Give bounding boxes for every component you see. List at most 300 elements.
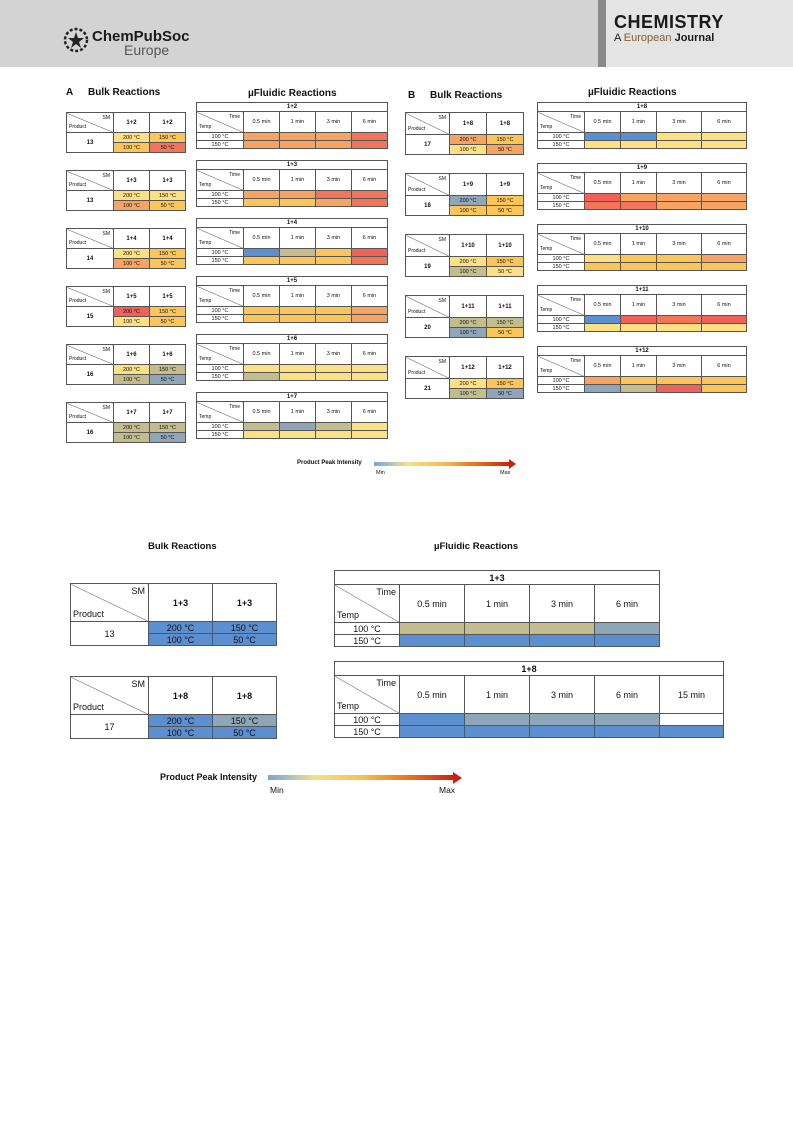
- time-label: Time: [376, 678, 396, 688]
- bulk-reaction-header: 1+11: [450, 296, 487, 318]
- fluidic-cell: [244, 191, 280, 199]
- bulk-table: [70, 676, 277, 739]
- fluidic-cell: [352, 365, 388, 373]
- time-header: 1 min: [280, 402, 316, 423]
- fluidic-table: [537, 285, 747, 332]
- bulk-product-cell: 20: [406, 318, 450, 338]
- bulk-reaction-header: 1+9: [487, 174, 524, 196]
- bulk-cell: 200 °C: [450, 196, 487, 206]
- time-label: Time: [570, 114, 581, 120]
- bulk-cell: 100 °C: [450, 145, 487, 155]
- fluidic-cell: [702, 141, 747, 149]
- fluidic-cell: [352, 191, 388, 199]
- bulk-cell: 100 °C: [450, 389, 487, 399]
- bulk-cell: 50 °C: [150, 201, 186, 211]
- fluidic-cell: [400, 623, 465, 635]
- bulk-cell: 150 °C: [487, 196, 524, 206]
- time-header: 6 min: [702, 112, 747, 133]
- time-header: 6 min: [595, 676, 660, 714]
- bulk-product-cell: 16: [67, 423, 114, 443]
- fluidic-cell: [244, 431, 280, 439]
- time-label: Time: [570, 236, 581, 242]
- fluidic-cell: [621, 263, 657, 271]
- fluidic-cell: [585, 194, 621, 202]
- fluidic-cell: [280, 431, 316, 439]
- journal-box-accent: [598, 0, 606, 67]
- bulk-reaction-header: 1+6: [150, 345, 186, 365]
- bulk-cell: 150 °C: [487, 135, 524, 145]
- bulk-reaction-header: 1+8: [450, 113, 487, 135]
- bulk-cell: 200 °C: [450, 318, 487, 328]
- time-header: 3 min: [530, 585, 595, 623]
- temp-row-label: 100 °C: [197, 423, 244, 431]
- bulk-cell: 200 °C: [114, 307, 150, 317]
- fluidic-cell: [280, 191, 316, 199]
- fluidic-cell: [316, 423, 352, 431]
- time-header: 1 min: [621, 173, 657, 194]
- fluidic-table: [196, 392, 388, 439]
- legend-title-lower: Product Peak Intensity: [160, 772, 258, 782]
- sm-label: SM: [102, 347, 110, 353]
- time-label: Time: [570, 358, 581, 364]
- bulk-reaction-header: 1+9: [450, 174, 487, 196]
- legend-min-lower: Min: [270, 785, 284, 795]
- fluidic-reaction-title: 1+5: [197, 277, 388, 286]
- time-header: 0.5 min: [244, 344, 280, 365]
- fluidic-corner-cell: [197, 112, 244, 133]
- bulk-corner-cell: [406, 357, 450, 379]
- fluidic-cell: [585, 263, 621, 271]
- bulk-cell: 100 °C: [114, 317, 150, 327]
- time-header: 1 min: [280, 286, 316, 307]
- temp-label: Temp: [199, 298, 212, 304]
- fluidic-corner-cell: [538, 295, 585, 316]
- temp-label: Temp: [337, 701, 360, 711]
- fluidic-reaction-title: 1+8: [538, 103, 747, 112]
- fluidic-cell: [280, 307, 316, 315]
- bulk-cell: 150 °C: [150, 423, 186, 433]
- fluidic-cell: [352, 307, 388, 315]
- fluidic-cell: [595, 623, 660, 635]
- sm-label: SM: [102, 115, 110, 121]
- fluidic-table: [196, 102, 388, 149]
- fluidic-reaction-title: 1+10: [538, 225, 747, 234]
- fluidic-cell: [316, 133, 352, 141]
- bulk-table: [66, 170, 186, 211]
- bulk-reaction-header: 1+3: [150, 171, 186, 191]
- bulk-cell: 150 °C: [150, 307, 186, 317]
- fluidic-cell: [585, 324, 621, 332]
- fluidic-cell: [244, 423, 280, 431]
- temp-row-label: 100 °C: [197, 365, 244, 373]
- time-header: 1 min: [621, 112, 657, 133]
- sm-label: SM: [438, 298, 446, 304]
- product-label: Product: [69, 414, 87, 420]
- bulk-cell: 200 °C: [114, 423, 150, 433]
- fluidic-corner-cell: [335, 585, 400, 623]
- fluidic-reaction-title: 1+9: [538, 164, 747, 173]
- fluidic-cell: [316, 315, 352, 323]
- time-header: 6 min: [352, 170, 388, 191]
- fluidic-cell: [465, 726, 530, 738]
- bulk-cell: 200 °C: [149, 715, 213, 727]
- time-header: 3 min: [657, 173, 702, 194]
- temp-label: Temp: [540, 368, 553, 374]
- bulk-cell: 50 °C: [213, 727, 277, 739]
- time-header: 6 min: [702, 173, 747, 194]
- fluidic-cell: [660, 726, 724, 738]
- fluidic-cell: [702, 255, 747, 263]
- bulk-cell: 200 °C: [114, 249, 150, 259]
- panel-b-label: B: [408, 90, 416, 101]
- bulk-reaction-header: 1+11: [487, 296, 524, 318]
- bulk-cell: 50 °C: [487, 389, 524, 399]
- temp-row-label: 100 °C: [335, 623, 400, 635]
- time-header: 6 min: [352, 402, 388, 423]
- bulk-product-cell: 15: [67, 307, 114, 327]
- fluidic-cell: [657, 133, 702, 141]
- fluidic-cell: [621, 141, 657, 149]
- fluidic-cell: [530, 726, 595, 738]
- fluidic-reaction-title: 1+3: [197, 161, 388, 170]
- time-header: 1 min: [621, 234, 657, 255]
- time-label: Time: [229, 230, 240, 236]
- fluidic-cell: [465, 623, 530, 635]
- sm-label: SM: [102, 405, 110, 411]
- time-header: 3 min: [657, 295, 702, 316]
- fluidic-cell: [400, 714, 465, 726]
- sm-label: SM: [102, 289, 110, 295]
- time-header: 0.5 min: [244, 286, 280, 307]
- fluidic-cell: [280, 133, 316, 141]
- fluidic-corner-cell: [538, 173, 585, 194]
- time-label: Time: [376, 587, 396, 597]
- legend-gradient-lower: [268, 775, 462, 780]
- bulk-reaction-header: 1+4: [150, 229, 186, 249]
- fluidic-cell: [465, 635, 530, 647]
- fluidic-cell: [316, 365, 352, 373]
- temp-label: Temp: [199, 124, 212, 130]
- time-header: 0.5 min: [585, 356, 621, 377]
- fluidic-reaction-title: 1+7: [197, 393, 388, 402]
- fluidic-cell: [585, 316, 621, 324]
- bulk-corner-cell: [67, 113, 114, 133]
- bulk-product-cell: 19: [406, 257, 450, 277]
- temp-label: Temp: [199, 414, 212, 420]
- bulk-reaction-header: 1+4: [114, 229, 150, 249]
- bulk-cell: 100 °C: [114, 433, 150, 443]
- bulk-corner-cell: [406, 174, 450, 196]
- time-header: 6 min: [702, 295, 747, 316]
- bulk-table: [66, 402, 186, 443]
- fluidic-reaction-title: 1+3: [335, 571, 660, 585]
- legend-max-upper: Max: [500, 470, 511, 476]
- bulk-reaction-header: 1+6: [114, 345, 150, 365]
- fluidic-cell: [702, 194, 747, 202]
- panel-a-label: A: [66, 87, 74, 98]
- time-label: Time: [229, 114, 240, 120]
- fluidic-cell: [621, 133, 657, 141]
- bulk-reaction-header: 1+8: [487, 113, 524, 135]
- time-header: 3 min: [316, 402, 352, 423]
- product-label: Product: [69, 240, 87, 246]
- temp-label: Temp: [199, 240, 212, 246]
- bulk-product-cell: 13: [71, 622, 149, 646]
- temp-row-label: 150 °C: [197, 315, 244, 323]
- bulk-cell: 100 °C: [114, 143, 150, 153]
- fluidic-cell: [621, 194, 657, 202]
- fluidic-cell: [530, 623, 595, 635]
- time-header: 3 min: [530, 676, 595, 714]
- bulk-corner-cell: [406, 235, 450, 257]
- time-header: 6 min: [352, 112, 388, 133]
- fluidic-cell: [657, 263, 702, 271]
- fluidic-reaction-title: 1+12: [538, 347, 747, 356]
- fluidic-cell: [244, 133, 280, 141]
- product-label: Product: [408, 187, 426, 193]
- fluidic-cell: [657, 324, 702, 332]
- product-label: Product: [69, 356, 87, 362]
- temp-label: Temp: [540, 307, 553, 313]
- sm-label: SM: [438, 237, 446, 243]
- temp-row-label: 100 °C: [197, 191, 244, 199]
- bulk-reaction-header: 1+12: [450, 357, 487, 379]
- bulk-reaction-header: 1+2: [114, 113, 150, 133]
- fluidic-cell: [595, 726, 660, 738]
- temp-label: Temp: [337, 610, 360, 620]
- bulk-cell: 100 °C: [450, 328, 487, 338]
- temp-row-label: 100 °C: [538, 133, 585, 141]
- fluidic-cell: [244, 257, 280, 265]
- fluidic-cell: [244, 373, 280, 381]
- fluidic-cell: [352, 373, 388, 381]
- bulk-cell: 50 °C: [487, 328, 524, 338]
- chempubsoc-logo-icon: [62, 26, 90, 54]
- fluidic-cell: [316, 199, 352, 207]
- fluidic-cell: [316, 431, 352, 439]
- bulk-cell: 100 °C: [450, 267, 487, 277]
- legend-gradient-upper: [374, 462, 516, 466]
- fluidic-cell: [621, 377, 657, 385]
- bulk-cell: 50 °C: [150, 433, 186, 443]
- product-label: Product: [69, 298, 87, 304]
- time-label: Time: [570, 175, 581, 181]
- bulk-table: [66, 112, 186, 153]
- bulk-reaction-header: 1+5: [150, 287, 186, 307]
- legend-title-upper: Product Peak Intensity: [297, 460, 362, 466]
- temp-row-label: 100 °C: [197, 133, 244, 141]
- time-header: 3 min: [316, 286, 352, 307]
- bulk-cell: 150 °C: [213, 622, 277, 634]
- bulk-cell: 150 °C: [150, 133, 186, 143]
- sm-label: SM: [102, 231, 110, 237]
- lower-fluidic-heading: µFluidic Reactions: [434, 541, 519, 552]
- temp-row-label: 150 °C: [197, 373, 244, 381]
- time-header: 6 min: [352, 344, 388, 365]
- fluidic-cell: [657, 141, 702, 149]
- bulk-product-cell: 13: [67, 133, 114, 153]
- fluidic-cell: [400, 726, 465, 738]
- fluidic-cell: [657, 385, 702, 393]
- bulk-corner-cell: [406, 113, 450, 135]
- fluidic-cell: [316, 141, 352, 149]
- fluidic-table: [537, 224, 747, 271]
- fluidic-corner-cell: [335, 676, 400, 714]
- time-header: 0.5 min: [244, 228, 280, 249]
- product-label: Product: [69, 124, 87, 130]
- fluidic-cell: [280, 199, 316, 207]
- fluidic-cell: [621, 202, 657, 210]
- fluidic-cell: [352, 257, 388, 265]
- time-header: 3 min: [316, 228, 352, 249]
- bulk-cell: 200 °C: [114, 191, 150, 201]
- time-label: Time: [229, 172, 240, 178]
- bulk-product-cell: 14: [67, 249, 114, 269]
- bulk-product-cell: 21: [406, 379, 450, 399]
- time-header: 6 min: [702, 356, 747, 377]
- bulk-reaction-header: 1+12: [487, 357, 524, 379]
- fluidic-cell: [702, 377, 747, 385]
- time-header: 3 min: [316, 112, 352, 133]
- bulk-product-cell: 17: [71, 715, 149, 739]
- fluidic-corner-cell: [197, 170, 244, 191]
- bulk-table: [66, 286, 186, 327]
- fluidic-cell: [352, 431, 388, 439]
- bulk-cell: 150 °C: [487, 379, 524, 389]
- fluidic-cell: [660, 714, 724, 726]
- fluidic-cell: [280, 373, 316, 381]
- time-header: 1 min: [621, 295, 657, 316]
- product-label: Product: [408, 126, 426, 132]
- fluidic-cell: [244, 249, 280, 257]
- time-header: 3 min: [657, 112, 702, 133]
- fluidic-cell: [400, 635, 465, 647]
- bulk-corner-cell: [67, 171, 114, 191]
- bulk-reaction-header: 1+5: [114, 287, 150, 307]
- fluidic-cell: [702, 385, 747, 393]
- fluidic-cell: [702, 133, 747, 141]
- fluidic-corner-cell: [538, 112, 585, 133]
- time-header: 0.5 min: [585, 112, 621, 133]
- sm-label: SM: [131, 586, 145, 596]
- temp-row-label: 150 °C: [335, 635, 400, 647]
- bulk-corner-cell: [71, 677, 149, 715]
- panel-b-fluidic-heading: µFluidic Reactions: [588, 87, 677, 98]
- bulk-reaction-header: 1+10: [450, 235, 487, 257]
- bulk-cell: 150 °C: [487, 318, 524, 328]
- fluidic-cell: [585, 377, 621, 385]
- bulk-reaction-header: 1+3: [213, 584, 277, 622]
- fluidic-cell: [352, 249, 388, 257]
- fluidic-reaction-title: 1+8: [335, 662, 724, 676]
- fluidic-reaction-title: 1+11: [538, 286, 747, 295]
- legend-min-upper: Min: [376, 470, 385, 476]
- bulk-table: [66, 344, 186, 385]
- fluidic-cell: [657, 194, 702, 202]
- fluidic-corner-cell: [538, 234, 585, 255]
- bulk-cell: 200 °C: [450, 257, 487, 267]
- journal-title: CHEMISTRY: [614, 12, 724, 32]
- bulk-cell: 100 °C: [114, 259, 150, 269]
- temp-row-label: 150 °C: [538, 202, 585, 210]
- temp-row-label: 150 °C: [538, 141, 585, 149]
- bulk-cell: 50 °C: [487, 267, 524, 277]
- fluidic-cell: [244, 141, 280, 149]
- time-header: 3 min: [657, 356, 702, 377]
- temp-label: Temp: [540, 124, 553, 130]
- fluidic-cell: [702, 263, 747, 271]
- journal-subtitle: A European Journal: [614, 32, 715, 44]
- fluidic-cell: [657, 255, 702, 263]
- fluidic-cell: [702, 324, 747, 332]
- bulk-corner-cell: [67, 345, 114, 365]
- time-header: 0.5 min: [244, 402, 280, 423]
- time-header: 1 min: [280, 170, 316, 191]
- temp-row-label: 150 °C: [538, 385, 585, 393]
- fluidic-cell: [595, 714, 660, 726]
- fluidic-corner-cell: [197, 344, 244, 365]
- product-label: Product: [69, 182, 87, 188]
- fluidic-reaction-title: 1+2: [197, 103, 388, 112]
- fluidic-cell: [585, 385, 621, 393]
- bulk-reaction-header: 1+7: [114, 403, 150, 423]
- bulk-cell: 150 °C: [150, 365, 186, 375]
- bulk-cell: 100 °C: [149, 727, 213, 739]
- bulk-table: [405, 112, 524, 155]
- bulk-product-cell: 17: [406, 135, 450, 155]
- publisher-region: Europe: [124, 42, 170, 58]
- bulk-cell: 150 °C: [213, 715, 277, 727]
- bulk-corner-cell: [71, 584, 149, 622]
- time-header: 6 min: [702, 234, 747, 255]
- fluidic-table: [537, 102, 747, 149]
- time-header: 1 min: [465, 585, 530, 623]
- time-header: 0.5 min: [585, 173, 621, 194]
- bulk-corner-cell: [67, 287, 114, 307]
- fluidic-cell: [702, 316, 747, 324]
- time-header: 6 min: [352, 286, 388, 307]
- fluidic-cell: [280, 423, 316, 431]
- bulk-corner-cell: [406, 296, 450, 318]
- fluidic-table: [196, 160, 388, 207]
- fluidic-cell: [621, 385, 657, 393]
- sm-label: SM: [102, 173, 110, 179]
- fluidic-reaction-title: 1+6: [197, 335, 388, 344]
- bulk-cell: 150 °C: [487, 257, 524, 267]
- product-label: Product: [408, 370, 426, 376]
- fluidic-cell: [352, 199, 388, 207]
- fluidic-cell: [657, 377, 702, 385]
- time-header: 0.5 min: [585, 234, 621, 255]
- bulk-corner-cell: [67, 229, 114, 249]
- temp-row-label: 150 °C: [197, 431, 244, 439]
- temp-row-label: 100 °C: [538, 377, 585, 385]
- temp-row-label: 150 °C: [335, 726, 400, 738]
- bulk-product-cell: 16: [67, 365, 114, 385]
- bulk-cell: 150 °C: [150, 249, 186, 259]
- bulk-cell: 100 °C: [114, 201, 150, 211]
- fluidic-cell: [585, 141, 621, 149]
- fluidic-cell: [702, 202, 747, 210]
- fluidic-table: [334, 661, 724, 738]
- panel-b-bulk-heading: Bulk Reactions: [430, 90, 503, 101]
- temp-row-label: 150 °C: [197, 199, 244, 207]
- fluidic-cell: [244, 307, 280, 315]
- fluidic-cell: [657, 316, 702, 324]
- sm-label: SM: [438, 359, 446, 365]
- time-header: 15 min: [660, 676, 724, 714]
- time-label: Time: [229, 288, 240, 294]
